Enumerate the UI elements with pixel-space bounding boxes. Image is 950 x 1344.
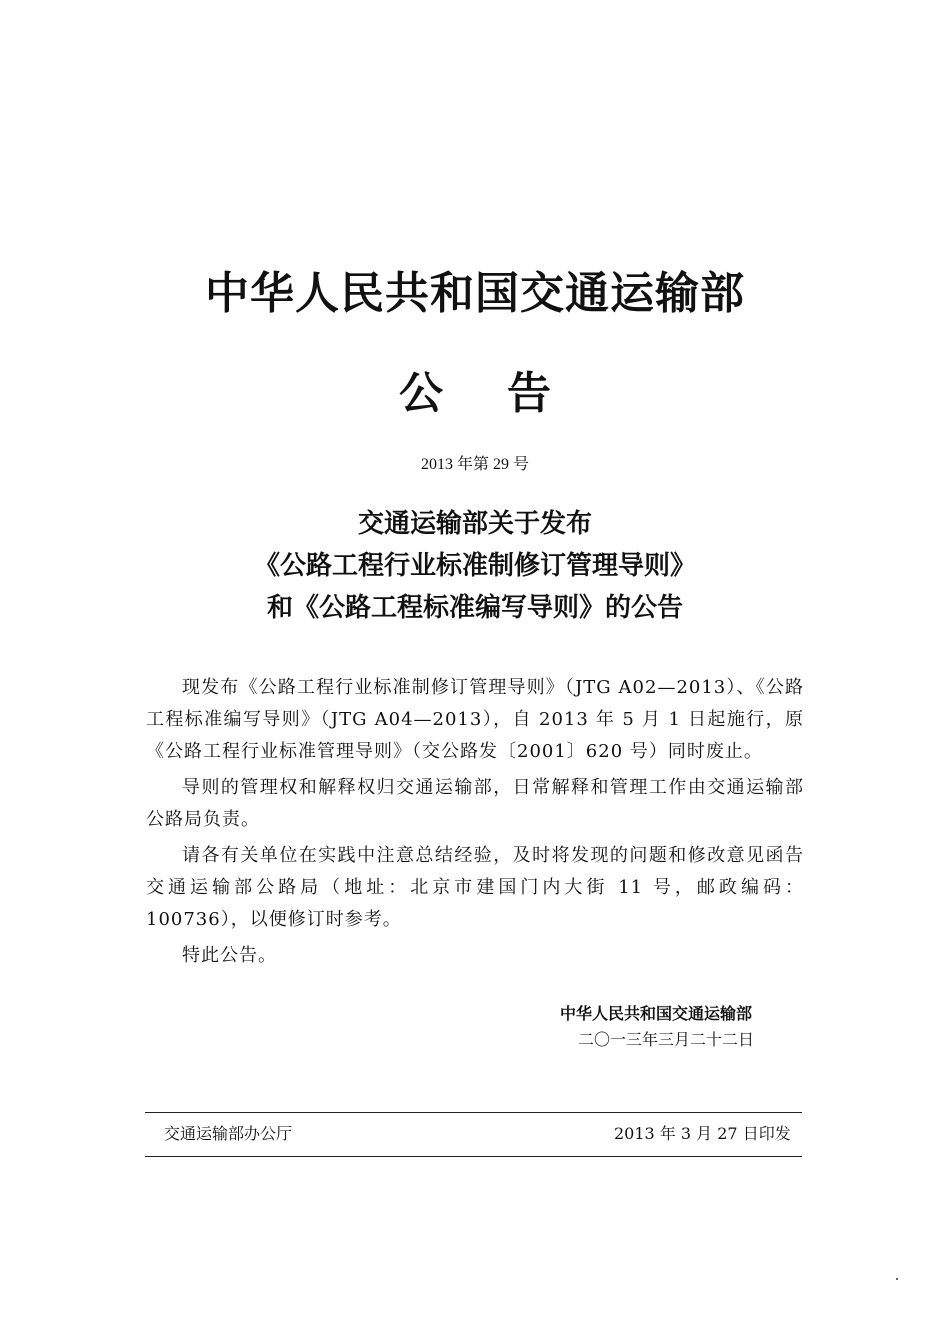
signature-date: 二〇一三年三月二十二日 — [578, 1030, 755, 1049]
announcement-body — [146, 672, 804, 976]
title-line-3: 和《公路工程标准编写导则》的公告 — [266, 593, 683, 623]
title-line-2: 《公路工程行业标准制修订管理导则》 — [253, 551, 696, 581]
document-type-left: 公 — [399, 368, 443, 419]
document-number: 2013 年第 29 号 — [420, 456, 529, 473]
footer-issuer: 交通运输部办公厅 — [164, 1124, 293, 1143]
footer-top-rule — [145, 1112, 802, 1113]
document-type — [0, 364, 950, 424]
body-paragraph-2: 导则的管理权和解释权归交通运输部，日常解释和管理工作由交通运输部公路局负责。 — [146, 777, 804, 830]
signature-organization: 中华人民共和国交通运输部 — [560, 1004, 753, 1023]
body-paragraph-1: 现发布《公路工程行业标准制修订管理导则》（JTG A02—2013）、《公路工程标准编写导则》（JTG A04—2013），自 2013 年 5 月 1 日起施行，原《公路工程行业标准管理导则》（交公路发〔2001〕620 号）同时废止。 — [146, 677, 804, 762]
scan-speck — [896, 1278, 898, 1280]
document-type-right: 告 — [507, 368, 551, 419]
ministry-title: 中华人民共和国交通运输部 — [205, 268, 745, 319]
body-paragraph-4: 特此公告。 — [182, 945, 277, 966]
title-line-1: 交通运输部关于发布 — [357, 509, 592, 539]
footer-print-date: 2013 年 3 月 27 日印发 — [614, 1124, 791, 1143]
footer-bottom-rule — [145, 1156, 802, 1157]
body-paragraph-3: 请各有关单位在实践中注意总结经验，及时将发现的问题和修改意见函告交通运输部公路局（地址：北京市建国门内大街 11 号，邮政编码：100736），以便修订时参考。 — [146, 845, 804, 930]
